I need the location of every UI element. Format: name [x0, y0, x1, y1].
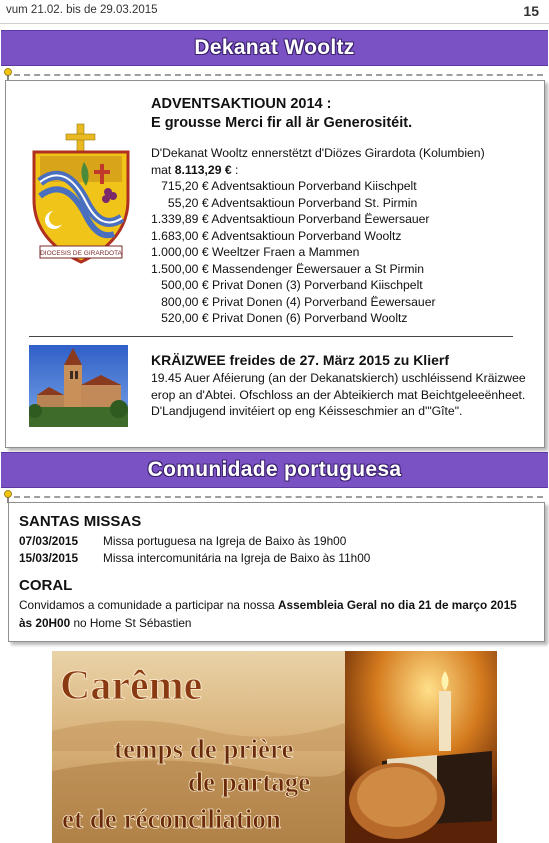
advent-intro: D'Dekanat Wooltz ennerstëtzt d'Diözes Girardota (Kolumbien)	[151, 146, 485, 160]
advent-title-line2: E grousse Merci fir all är Generositéit.	[151, 115, 413, 131]
donation-item: 800,00 € Privat Donen (4) Porverband Ëewersauer	[151, 294, 436, 309]
donation-item: 1.000,00 € Weeltzer Fraen a Mammen	[151, 245, 360, 259]
section-banner-dekanat	[1, 30, 548, 66]
section-separator	[29, 336, 513, 337]
poster-title: Carême	[60, 663, 203, 709]
advent-title-line1: ADVENTSAKTIOUN 2014 :	[151, 96, 332, 112]
donation-item: 1.339,89 € Adventsaktioun Porverband Ëewersauer	[151, 212, 430, 226]
poster-line: et de réconciliation	[62, 804, 281, 834]
donation-item: 1.683,00 € Adventsaktioun Porverband Wooltz	[151, 228, 402, 243]
careme-poster	[52, 651, 497, 843]
advent-total-amount: 8.113,29 €	[174, 162, 232, 177]
emblem-caption: DIOCESIS DE GIRARDOTA	[40, 250, 122, 257]
section-banner-portuguesa	[1, 452, 548, 488]
section-title-dekanat: Dekanat Wooltz	[194, 36, 355, 59]
poster-line: de partage	[188, 767, 311, 797]
missa-text: Missa portuguesa na Igreja de Baixo às 19h00	[103, 534, 347, 548]
kraizwee-line: erop an d'Abtei. Ofschloss an der Abteikierch mat Beichtgeleeënheet.	[151, 387, 526, 402]
header-divider	[0, 23, 549, 24]
donation-item: 1.500,00 € Massendenger Ëewersauer a St Pirmin	[151, 261, 425, 276]
coral-text: Convidamos a comunidade a participar na nossa Assembleia Geral no dia 21 de março 2015 às 20H00 no Home St Sébastien	[19, 598, 517, 630]
missa-row	[19, 550, 539, 567]
page-number: 15	[523, 3, 539, 19]
missa-date: 07/03/2015	[19, 534, 79, 548]
kraizwee-line: 19.45 Auer Aféierung (an der Dekanatskierch) uschléissend Kräizwee	[151, 371, 526, 385]
missas-heading: SANTAS MISSAS	[19, 513, 142, 530]
kraizwee-line: D'Landjugend invitéiert op eng Kéisseschmier an d'"Gîte".	[151, 404, 463, 418]
dashed-rule	[14, 496, 543, 498]
advent-total-line: mat 8.113,29 € :	[151, 162, 239, 177]
issue-date-range: vum 21.02. bis de 29.03.2015	[6, 4, 158, 16]
missa-text: Missa intercomunitária na Igreja de Baixo às 11h00	[103, 551, 371, 565]
missa-row	[19, 533, 539, 550]
diocese-emblem	[26, 122, 136, 274]
section-title-portuguesa: Comunidade portuguesa	[147, 458, 402, 481]
coral-heading: CORAL	[19, 577, 73, 594]
donation-item: 715,20 € Adventsaktioun Porverband Kiischpelt	[151, 179, 417, 193]
kraizwee-title: KRÄIZWEE freides de 27. März 2015 zu Klierf	[151, 352, 449, 368]
church-photo	[29, 345, 128, 427]
donation-item: 55,20 € Adventsaktioun Porverband St. Pirmin	[151, 195, 418, 210]
missa-date: 15/03/2015	[19, 551, 79, 565]
donation-item: 520,00 € Privat Donen (6) Porverband Wooltz	[151, 311, 408, 325]
donation-item: 500,00 € Privat Donen (3) Porverband Kiischpelt	[151, 278, 423, 292]
poster-line: temps de prière	[114, 734, 294, 764]
dashed-rule	[14, 74, 543, 76]
